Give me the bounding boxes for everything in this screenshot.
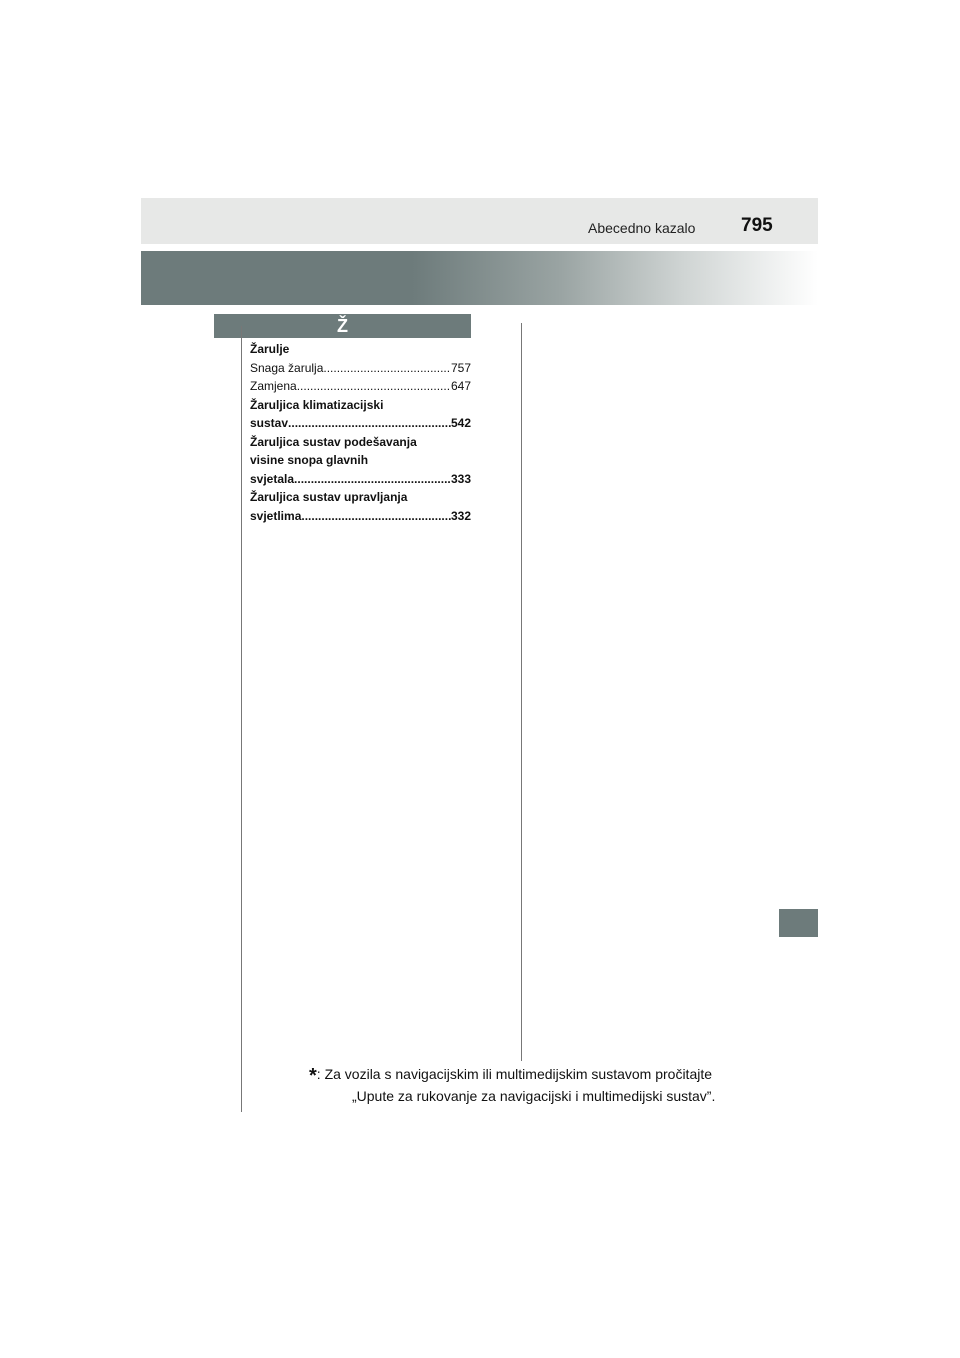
index-subentry bbox=[250, 377, 471, 396]
footnote-line2: „Upute za rukovanje za navigacijski i multimedijski sustav”. bbox=[352, 1088, 716, 1104]
column-divider-middle bbox=[521, 323, 522, 1061]
index-entry-title: Žarulje bbox=[250, 342, 290, 356]
dot-leader bbox=[294, 470, 451, 489]
index-letter-header: Ž bbox=[214, 314, 471, 338]
index-entry-continuation bbox=[250, 507, 471, 526]
footnote-asterisk: * bbox=[309, 1065, 317, 1087]
index-entry-title: Žaruljica klimatizacijski bbox=[250, 397, 384, 412]
chapter-side-tab bbox=[779, 909, 818, 937]
dot-leader bbox=[301, 507, 451, 526]
decorative-gradient-bar bbox=[141, 251, 818, 305]
page-section-title: Abecedno kazalo bbox=[588, 220, 696, 236]
index-subentry-label: Zamjena bbox=[250, 379, 297, 393]
index-entry-label: svjetala bbox=[250, 471, 295, 486]
index-list bbox=[250, 340, 471, 525]
index-entry-label: sustav bbox=[250, 416, 289, 430]
index-page-ref: 542 bbox=[450, 416, 471, 430]
index-page-ref: 757 bbox=[450, 360, 471, 375]
index-subentry-label: Snaga žarulja bbox=[250, 360, 324, 375]
footnote bbox=[309, 1064, 759, 1106]
dot-leader bbox=[323, 359, 451, 378]
index-subentry bbox=[250, 359, 471, 378]
index-entry-title: Žaruljica sustav podešavanja bbox=[250, 434, 417, 449]
index-entry-continuation bbox=[250, 414, 471, 433]
dot-leader bbox=[297, 377, 451, 396]
dot-leader bbox=[288, 414, 451, 433]
index-page-ref: 647 bbox=[450, 379, 471, 393]
page-number: 795 bbox=[741, 215, 773, 236]
footnote-line1: : Za vozila s navigacijskim ili multimedijskim sustavom pročitajte bbox=[316, 1066, 713, 1082]
index-page-ref: 333 bbox=[450, 471, 471, 486]
index-page-ref: 332 bbox=[450, 508, 471, 523]
header-band bbox=[141, 198, 818, 244]
column-divider-left bbox=[241, 326, 242, 1112]
index-entry-continuation: visine snopa glavnih bbox=[250, 453, 369, 467]
index-entry-title: Žaruljica sustav upravljanja bbox=[250, 490, 408, 504]
index-entry-continuation bbox=[250, 470, 471, 489]
index-entry-label: svjetlima bbox=[250, 508, 302, 523]
